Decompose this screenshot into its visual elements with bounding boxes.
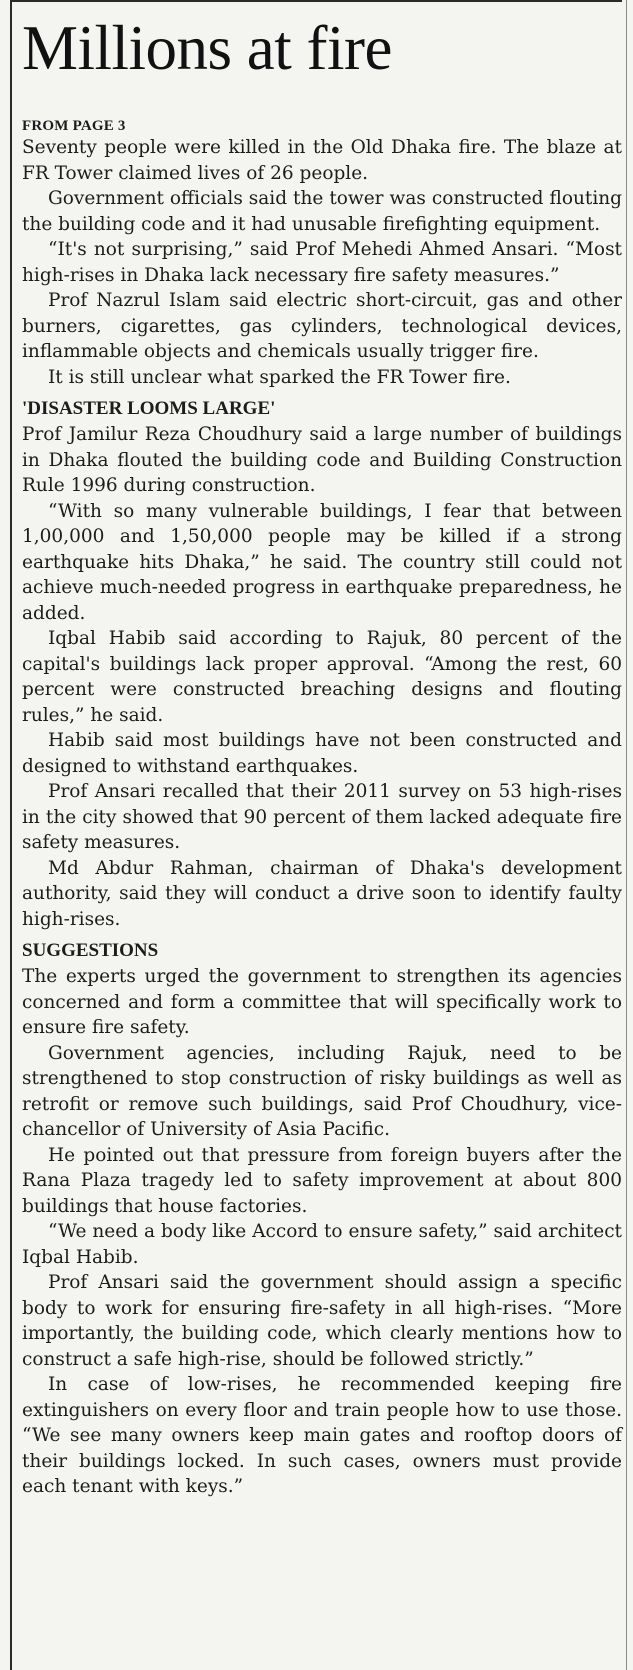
- top-border: [10, 0, 622, 2]
- paragraph: Government agencies, including Rajuk, need to be strengthened to stop construction of risky buildings as well as retrofit or remove such buildings, said Prof Choudhury, vice-chancellor of University of Asia Pacific.: [22, 1042, 622, 1140]
- paragraph: Prof Ansari recalled that their 2011 survey on 53 high-rises in the city showed that 90 percent of them lacked adequate fire safety measures.: [22, 781, 622, 853]
- section-suggestions: [22, 938, 622, 1500]
- paragraph: Iqbal Habib said according to Rajuk, 80 percent of the capital's buildings lack proper approval. “Among the rest, 60 percent were constructed breaching designs and flouting rules,” he said.: [22, 628, 622, 726]
- paragraph: He pointed out that pressure from foreign buyers after the Rana Plaza tragedy led to safety improvement at about 800 buildings that house factories.: [22, 1144, 622, 1217]
- news-article: [22, 8, 622, 1500]
- paragraph: It is still unclear what sparked the FR Tower fire.: [48, 366, 511, 388]
- subheading: 'DISASTER LOOMS LARGE': [22, 398, 276, 419]
- paragraph: Prof Ansari said the government should assign a specific body to work for ensuring fire-safety in all high-rises. “More importantly, the building code, which clearly mentions how to construct a safe high-rise, should be followed strictly.”: [22, 1272, 622, 1370]
- section-intro: [22, 135, 622, 390]
- jump-line: FROM PAGE 3: [22, 118, 126, 134]
- paragraph: In case of low-rises, he recommended keeping fire extinguishers on every floor and train people how to use those. “We see many owners keep main gates and rooftop doors of their buildings locked. In such cases, owners must provide each tenant with keys.”: [22, 1374, 622, 1497]
- section-disaster: [22, 396, 622, 932]
- paragraph: Seventy people were killed in the Old Dhaka fire. The blaze at FR Tower claimed lives of 26 people.: [22, 137, 622, 184]
- paragraph: The experts urged the government to strengthen its agencies concerned and form a committee that will specifically work to ensure fire safety.: [22, 966, 622, 1038]
- paragraph: Habib said most buildings have not been constructed and designed to withstand earthquakes.: [22, 730, 622, 777]
- paragraph: Prof Jamilur Reza Choudhury said a large number of buildings in Dhaka flouted the building code and Building Construction Rule 1996 during construction.: [22, 424, 622, 496]
- paragraph: Government officials said the tower was constructed flouting the building code and it had unusable firefighting equipment.: [22, 188, 622, 235]
- right-column-rule: [626, 0, 627, 1670]
- paragraph: “It's not surprising,” said Prof Mehedi Ahmed Ansari. “Most high-rises in Dhaka lack necessary fire safety measures.”: [22, 239, 622, 286]
- paragraph: Prof Nazrul Islam said electric short-circuit, gas and other burners, cigarettes, gas cylinders, technological devices, inflammable objects and chemicals usually trigger fire.: [22, 290, 622, 362]
- headline: Millions at fire: [22, 13, 392, 83]
- subheading: SUGGESTIONS: [22, 940, 159, 961]
- left-column-rule: [10, 0, 12, 1670]
- paragraph: Md Abdur Rahman, chairman of Dhaka's development authority, said they will conduct a drive soon to identify faulty high-rises.: [22, 857, 622, 930]
- paragraph: “We need a body like Accord to ensure safety,” said architect Iqbal Habib.: [22, 1221, 622, 1268]
- article-body: [22, 117, 622, 1500]
- paragraph: “With so many vulnerable buildings, I fear that between 1,00,000 and 1,50,000 people may be killed if a strong earthquake hits Dhaka,” he said. The country still could not achieve much-needed progress in earthquake preparedness, he added.: [22, 500, 622, 624]
